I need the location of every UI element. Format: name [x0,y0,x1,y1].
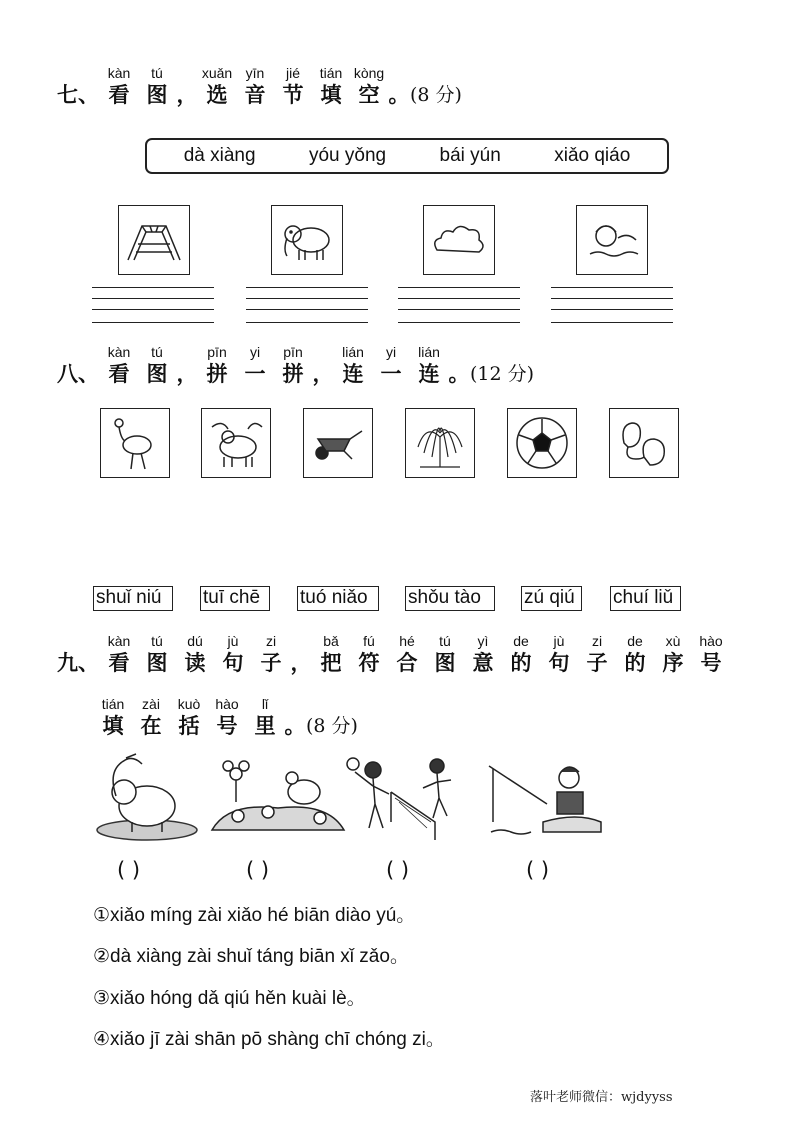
writing-lines[interactable] [398,287,520,323]
pinyin-annotation: lián [418,344,440,360]
heading-char [540,632,578,676]
hanzi: 看 [108,83,130,107]
heading-char [56,343,100,387]
hanzi: 号 [700,651,722,675]
heading-char [252,632,290,676]
heading-char [176,343,198,387]
section9-heading [56,632,730,676]
hanzi: 九、 [57,651,99,675]
pinyin-annotation: kàn [107,633,131,649]
heading-char [692,632,730,676]
pinyin-annotation: bǎ [323,633,339,649]
pinyin-annotation: de [627,633,643,649]
hanzi: 七、 [57,83,99,107]
heading-char [502,632,540,676]
hanzi: 连 [418,362,440,386]
pinyin-annotation: hào [215,696,239,712]
word-bank-item: yóu yǒng [308,145,387,166]
hanzi: 图 [146,83,168,107]
heading-char [208,695,246,739]
heading-char [56,64,100,108]
heading-char [426,632,464,676]
pinyin-annotation: fú [363,633,375,649]
hanzi: 的 [510,651,532,675]
hanzi: 号 [216,714,238,738]
hanzi: 节 [282,83,304,107]
pinyin-annotation: jié [285,65,300,81]
bridge-picture [118,205,190,275]
answer-blank[interactable]: ( ) [386,858,410,882]
heading-char [616,632,654,676]
word-bank [145,138,669,174]
heading-char [132,695,170,739]
hanzi: 拼 [206,362,228,386]
writing-lines[interactable] [551,287,673,323]
answer-blank[interactable]: ( ) [117,858,141,882]
heading-char [410,64,462,108]
heading-char [654,632,692,676]
badminton-picture [345,752,465,844]
pinyin-annotation: zi [265,633,277,649]
heading-char [388,64,410,108]
pinyin-annotation: yi [249,344,261,360]
hanzi: 读 [184,651,206,675]
hanzi: 一 [244,362,266,386]
heading-char [410,343,448,387]
heading-char [334,343,372,387]
pinyin-word-box[interactable]: shuǐ niú [93,586,173,611]
soccer-ball-picture [507,408,577,478]
heading-char [312,632,350,676]
swimming-picture [576,205,648,275]
ostrich-picture [100,408,170,478]
hanzi: 合 [396,651,418,675]
pinyin-word-box[interactable]: zú qiú [521,586,582,611]
heading-char [246,695,284,739]
hanzi: 意 [472,651,494,675]
section8-heading [56,343,534,387]
hanzi: 。 [388,83,410,107]
pinyin-annotation: jù [553,633,565,649]
hanzi: 看 [108,362,130,386]
pinyin-annotation: dú [187,633,203,649]
pinyin-word-box[interactable]: chuí liǔ [610,586,681,611]
hanzi: 选 [206,83,228,107]
heading-char [100,343,138,387]
hanzi: 子 [260,651,282,675]
hanzi: 拼 [282,362,304,386]
wheelbarrow-picture [303,408,373,478]
heading-char [100,632,138,676]
hanzi: 里 [254,714,276,738]
heading-char [170,695,208,739]
hanzi: 一 [380,362,402,386]
hanzi: 子 [586,651,608,675]
pinyin-annotation: zi [591,633,603,649]
elephant-bathing-picture [92,752,202,844]
heading-char [198,64,236,108]
pinyin-annotation: jù [227,633,239,649]
heading-char [56,632,100,676]
pinyin-annotation: yīn [245,65,265,81]
heading-char [372,343,410,387]
hanzi: 音 [244,83,266,107]
hanzi: 句 [548,651,570,675]
pinyin-annotation: tú [151,65,163,81]
hanzi: 填 [102,714,124,738]
pinyin-annotation: tián [101,696,125,712]
pinyin-annotation: hé [399,633,415,649]
pinyin-annotation: yì [477,633,489,649]
heading-char [350,632,388,676]
pinyin-word-box[interactable]: tuó niǎo [297,586,379,611]
heading-char [578,632,616,676]
writing-lines[interactable] [246,287,368,323]
word-bank-item: bái yún [439,145,501,166]
pinyin-annotation: kòng [353,65,385,81]
pinyin-annotation: xuǎn [201,65,233,81]
heading-char [236,64,274,108]
heading-char [176,632,214,676]
pinyin-annotation: hào [699,633,723,649]
hanzi: 括 [178,714,200,738]
sentence-1: ①xiǎo míng zài xiǎo hé biān diào yú。 [93,905,416,926]
heading-char [464,632,502,676]
hanzi: 看 [108,651,130,675]
pinyin-annotation: tián [319,65,343,81]
hanzi: 的 [624,651,646,675]
pinyin-annotation: tú [151,344,163,360]
heading-char [312,64,350,108]
footer-contact: 落叶老师微信：wjdyyss [530,1090,673,1105]
hanzi: 。 [284,714,306,738]
pinyin-annotation: pīn [207,344,227,360]
sentence-3: ③xiǎo hóng dǎ qiú hěn kuài lè。 [93,988,366,1009]
pinyin-word-box[interactable]: shǒu tào [405,586,495,611]
hanzi: 填 [320,83,342,107]
heading-char [284,695,306,739]
willow-picture [405,408,475,478]
pinyin-annotation: lián [342,344,364,360]
hanzi: 八、 [57,362,99,386]
buffalo-picture [201,408,271,478]
hanzi: (8 分) [306,715,358,737]
section7-heading [56,64,462,108]
hanzi: 在 [140,714,162,738]
heading-char [274,64,312,108]
heading-char [138,632,176,676]
heading-char [138,64,176,108]
hanzi: 图 [146,362,168,386]
hanzi: 。 [448,362,470,386]
answer-blank[interactable]: ( ) [526,858,550,882]
heading-char [274,343,312,387]
hanzi: ， [312,362,334,386]
elephant-picture [271,205,343,275]
heading-char [100,64,138,108]
heading-char [306,695,358,739]
writing-lines[interactable] [92,287,214,323]
heading-char [350,64,388,108]
heading-char [290,632,312,676]
pinyin-annotation: tú [439,633,451,649]
section9-heading-line2 [94,695,358,739]
word-bank-item: xiǎo qiáo [554,145,631,166]
hanzi: 把 [320,651,342,675]
pinyin-annotation: lǐ [261,696,269,712]
hanzi: 连 [342,362,364,386]
heading-char [198,343,236,387]
hanzi: 符 [358,651,380,675]
pinyin-annotation: kàn [107,344,131,360]
pinyin-annotation: kàn [107,65,131,81]
pinyin-annotation: yi [385,344,397,360]
sentence-2: ②dà xiàng zài shuǐ táng biān xǐ zǎo。 [93,946,409,967]
hanzi: ， [290,651,312,675]
hanzi: 空 [358,83,380,107]
gloves-picture [609,408,679,478]
heading-char [138,343,176,387]
cloud-picture [423,205,495,275]
word-bank-item: dà xiàng [183,145,256,166]
pinyin-word-box[interactable]: tuī chē [200,586,270,611]
hanzi: (8 分) [410,84,462,106]
pinyin-annotation: de [513,633,529,649]
fishing-picture [487,752,602,844]
hanzi: 图 [434,651,456,675]
heading-char [470,343,534,387]
hanzi: 句 [222,651,244,675]
sentence-4: ④xiǎo jī zài shān pō shàng chī chóng zi。 [93,1029,445,1050]
hanzi: 图 [146,651,168,675]
heading-char [448,343,470,387]
heading-char [388,632,426,676]
pinyin-annotation: xù [665,633,681,649]
pinyin-annotation: tú [151,633,163,649]
hanzi: ， [176,83,198,107]
pinyin-annotation: kuò [177,696,201,712]
pinyin-annotation: zài [142,696,160,712]
heading-char [94,695,132,739]
heading-char [312,343,334,387]
heading-char [236,343,274,387]
chicks-on-hill-picture [208,752,348,844]
pinyin-annotation: pīn [283,344,303,360]
hanzi: 序 [662,651,684,675]
hanzi: (12 分) [470,363,535,385]
answer-blank[interactable]: ( ) [246,858,270,882]
heading-char [214,632,252,676]
heading-char [176,64,198,108]
hanzi: ， [176,362,198,386]
